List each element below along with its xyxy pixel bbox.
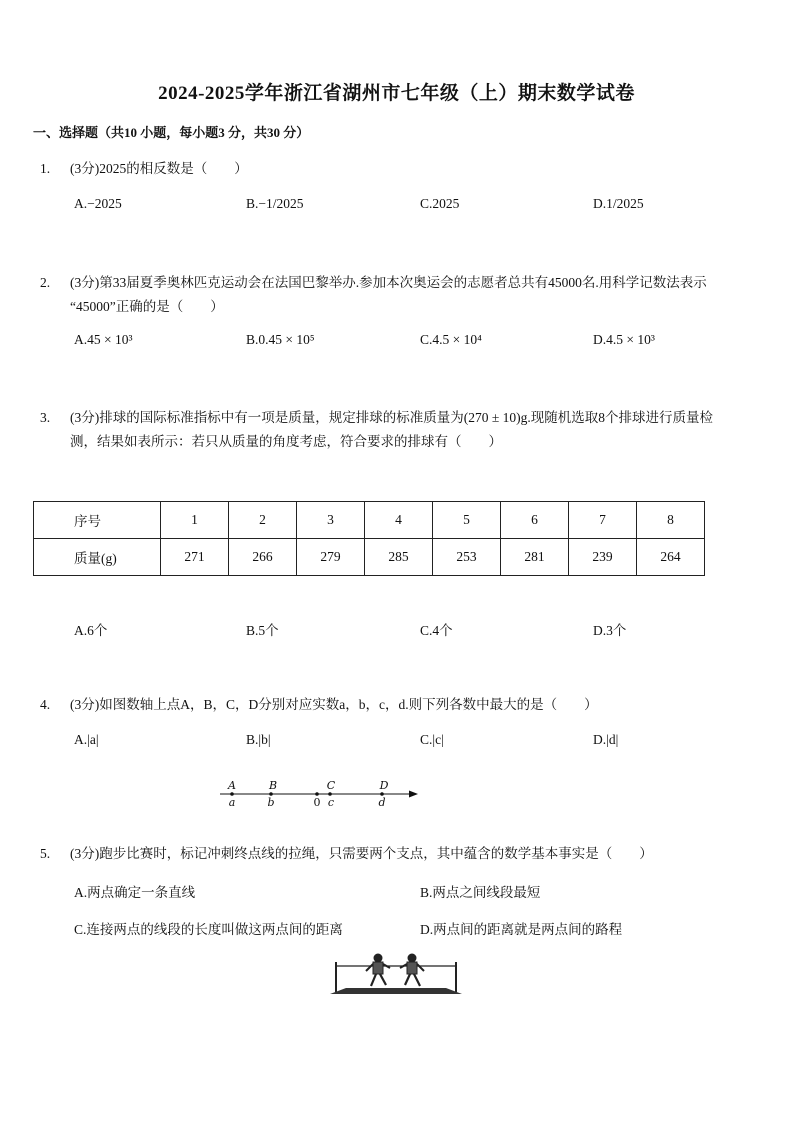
option-c: C.2025 bbox=[420, 196, 460, 211]
table-cell: 266 bbox=[229, 539, 297, 576]
table-cell: 271 bbox=[161, 539, 229, 576]
option-c: C.连接两点的线段的长度叫做这两点间的距离 bbox=[74, 922, 343, 937]
option-a: A.45 × 10³ bbox=[74, 332, 133, 347]
label-upper-d: D bbox=[379, 779, 389, 792]
option-d: D.3个 bbox=[593, 623, 627, 638]
table-cell: 239 bbox=[569, 539, 637, 576]
option-b: B.−1/2025 bbox=[246, 196, 304, 211]
question-stem-line-1: (3分)第33届夏季奥林匹克运动会在法国巴黎举办.参加本次奥运会的志愿者总共有45000名.用科学记数法表示 bbox=[70, 275, 707, 290]
question-3-options bbox=[74, 619, 774, 643]
table-row-ids bbox=[34, 502, 705, 539]
question-number: 2. bbox=[40, 275, 51, 290]
table-cell: 281 bbox=[501, 539, 569, 576]
label-lower-a: a bbox=[228, 796, 236, 809]
number-line-figure bbox=[218, 778, 423, 810]
question-stem: (3分)如图数轴上点A，B，C，D分别对应实数a，b，c，d.则下列各数中最大的是（ ） bbox=[70, 697, 598, 712]
option-d: D.|d| bbox=[593, 732, 619, 747]
option-b: B.|b| bbox=[246, 732, 271, 747]
question-4 bbox=[40, 693, 760, 717]
table-cell: 6 bbox=[501, 502, 569, 539]
table-header-mass: 质量(g) bbox=[34, 539, 161, 576]
option-d: D.1/2025 bbox=[593, 196, 644, 211]
runner-left-icon bbox=[366, 954, 390, 986]
table-cell: 264 bbox=[637, 539, 705, 576]
option-b: B.两点之间线段最短 bbox=[420, 885, 541, 900]
option-a: A.6个 bbox=[74, 623, 108, 638]
question-3 bbox=[40, 406, 760, 454]
table-cell: 3 bbox=[297, 502, 365, 539]
table-cell: 285 bbox=[365, 539, 433, 576]
option-a: A.两点确定一条直线 bbox=[74, 885, 196, 900]
question-2 bbox=[40, 271, 760, 319]
option-b: B.5个 bbox=[246, 623, 279, 638]
track-ground bbox=[330, 988, 462, 994]
label-upper-b: B bbox=[268, 779, 278, 792]
question-stem-line-2: 测，结果如表所示：若只从质量的角度考虑，符合要求的排球有（ ） bbox=[70, 434, 502, 449]
question-5-options-row-1 bbox=[74, 881, 774, 905]
mass-table bbox=[33, 501, 705, 576]
option-b: B.0.45 × 10⁵ bbox=[246, 332, 315, 347]
option-a: A.|a| bbox=[74, 732, 99, 747]
table-cell: 2 bbox=[229, 502, 297, 539]
table-row-mass bbox=[34, 539, 705, 576]
table-cell: 5 bbox=[433, 502, 501, 539]
arrow-head bbox=[409, 791, 418, 798]
option-c: C.|c| bbox=[420, 732, 444, 747]
question-number: 3. bbox=[40, 410, 51, 425]
table-header-id: 序号 bbox=[34, 502, 161, 539]
question-number: 5. bbox=[40, 846, 51, 861]
exam-title: 2024-2025学年浙江省湖州市七年级（上）期末数学试卷 bbox=[158, 83, 635, 104]
label-lower-c: c bbox=[327, 796, 335, 809]
question-1-options bbox=[74, 196, 774, 220]
table-cell: 8 bbox=[637, 502, 705, 539]
question-5-options-row-2 bbox=[74, 918, 774, 942]
runners-finish-line-illustration bbox=[328, 952, 464, 998]
section-heading: 一、选择题（共10 小题，每小题3 分，共30 分） bbox=[33, 125, 310, 140]
option-d: D.4.5 × 10³ bbox=[593, 332, 655, 347]
table-cell: 279 bbox=[297, 539, 365, 576]
question-number: 4. bbox=[40, 697, 51, 712]
question-5 bbox=[40, 842, 760, 866]
question-2-options bbox=[74, 332, 774, 356]
question-stem: (3分)2025的相反数是（ ） bbox=[70, 161, 248, 176]
label-upper-a: A bbox=[228, 779, 236, 792]
question-1 bbox=[40, 157, 760, 181]
label-lower-zero: 0 bbox=[313, 796, 321, 809]
question-stem-line-1: (3分)排球的国际标准指标中有一项是质量，规定排球的标准质量为(270 ± 10)g.现随机选取8个排球进行质量检 bbox=[70, 410, 714, 425]
table-cell: 4 bbox=[365, 502, 433, 539]
table-cell: 253 bbox=[433, 539, 501, 576]
table-cell: 7 bbox=[569, 502, 637, 539]
question-stem: (3分)跑步比赛时，标记冲刺终点线的拉绳，只需要两个支点，其中蕴含的数学基本事实是（ ） bbox=[70, 846, 653, 861]
runner-right-icon bbox=[400, 954, 424, 986]
label-upper-c: C bbox=[326, 779, 336, 792]
question-stem-line-2: “45000”正确的是（ ） bbox=[70, 299, 224, 314]
question-4-options bbox=[74, 732, 774, 756]
label-lower-b: b bbox=[267, 796, 275, 809]
option-a: A.−2025 bbox=[74, 196, 122, 211]
option-c: C.4.5 × 10⁴ bbox=[420, 332, 482, 347]
label-lower-d: d bbox=[378, 796, 386, 809]
question-number: 1. bbox=[40, 161, 51, 176]
table-cell: 1 bbox=[161, 502, 229, 539]
option-d: D.两点间的距离就是两点间的路程 bbox=[420, 922, 623, 937]
option-c: C.4个 bbox=[420, 623, 453, 638]
